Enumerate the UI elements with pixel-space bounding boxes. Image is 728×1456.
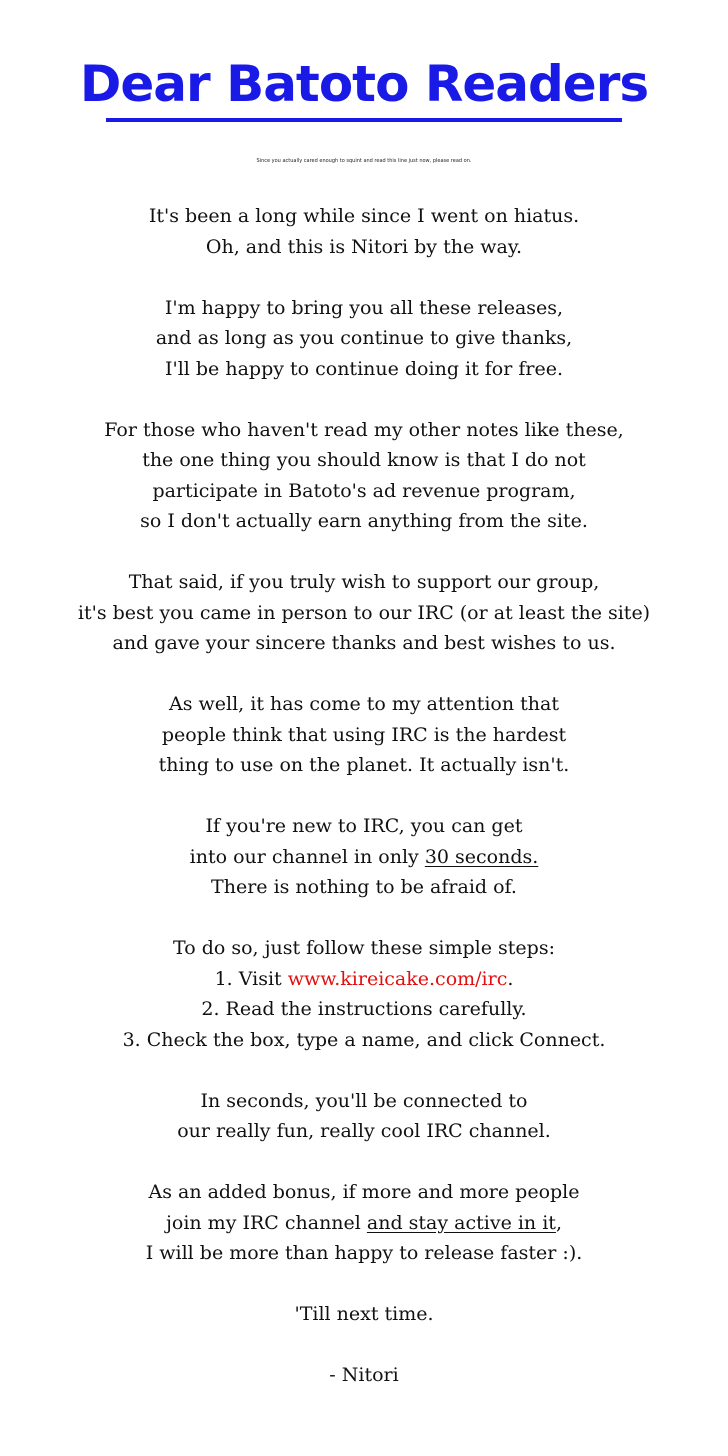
text-line	[0, 842, 728, 873]
irc-link[interactable]: www.kireicake.com/irc	[287, 967, 508, 990]
text-line: There is nothing to be afraid of.	[211, 876, 517, 898]
signature	[0, 1360, 728, 1391]
paragraph-connected	[0, 1086, 728, 1147]
text-line: I will be more than happy to release faster :).	[145, 1242, 583, 1264]
paragraph-hiatus	[0, 201, 728, 262]
paragraph-bonus	[0, 1177, 728, 1269]
step-3: 3. Check the box, type a name, and click Connect.	[122, 1028, 606, 1051]
text-line: people think that using IRC is the hardest	[161, 723, 567, 746]
emphasis-30-seconds: 30 seconds.	[424, 845, 539, 868]
paragraph-support	[0, 567, 728, 659]
text-line: so I don't actually earn anything from the site.	[140, 510, 588, 532]
text-line: I'm happy to bring you all these releases,	[164, 296, 564, 319]
page-title: Dear Batoto Readers	[79, 55, 649, 113]
text-fragment: ,	[555, 1211, 562, 1234]
text-line: As an added bonus, if more and more people	[148, 1181, 580, 1203]
paragraph-farewell	[0, 1299, 728, 1330]
text-line: In seconds, you'll be connected to	[200, 1089, 528, 1112]
text-line: It's been a long while since I went on hiatus.	[148, 205, 580, 227]
text-line: To do so, just follow these simple steps:	[173, 937, 555, 959]
paragraph-ad-revenue	[0, 415, 728, 537]
tiny-note: Since you actually cared enough to squint and read this line just now, please read on.	[256, 158, 472, 164]
paragraph-steps	[0, 933, 728, 1055]
emphasis-stay-active: and stay active in it	[366, 1211, 556, 1234]
text-line: Oh, and this is Nitori by the way.	[205, 235, 523, 258]
text-fragment: 1. Visit	[214, 967, 288, 990]
text-line: thing to use on the planet. It actually isn't.	[158, 754, 570, 776]
text-fragment: into our channel in only	[189, 845, 425, 868]
paragraph-new-to-irc	[0, 811, 728, 903]
title-underline	[106, 118, 622, 122]
paragraph-irc-hard	[0, 689, 728, 781]
letter-body	[0, 201, 728, 1421]
step-1	[0, 964, 728, 995]
text-line: I'll be happy to continue doing it for free.	[164, 357, 564, 380]
text-line: That said, if you truly wish to support our group,	[128, 571, 600, 593]
text-line: participate in Batoto's ad revenue program,	[152, 479, 576, 502]
text-fragment: join my IRC channel	[166, 1211, 367, 1234]
text-line: and as long as you continue to give thanks,	[155, 327, 573, 349]
text-line: it's best you came in person to our IRC (or at least the site)	[77, 601, 651, 624]
text-line: and gave your sincere thanks and best wishes to us.	[112, 632, 616, 654]
text-line	[0, 1208, 728, 1239]
step-2: 2. Read the instructions carefully.	[201, 998, 527, 1020]
text-line: For those who haven't read my other notes like these,	[104, 418, 624, 441]
signature-text: - Nitori	[329, 1364, 399, 1386]
text-line: If you're new to IRC, you can get	[205, 815, 523, 837]
text-line: our really fun, really cool IRC channel.	[177, 1120, 551, 1142]
text-line: the one thing you should know is that I do not	[142, 449, 586, 471]
text-line: As well, it has come to my attention that	[169, 693, 559, 715]
text-line: 'Till next time.	[294, 1303, 434, 1325]
paragraph-releases	[0, 293, 728, 385]
text-fragment: .	[507, 967, 514, 990]
